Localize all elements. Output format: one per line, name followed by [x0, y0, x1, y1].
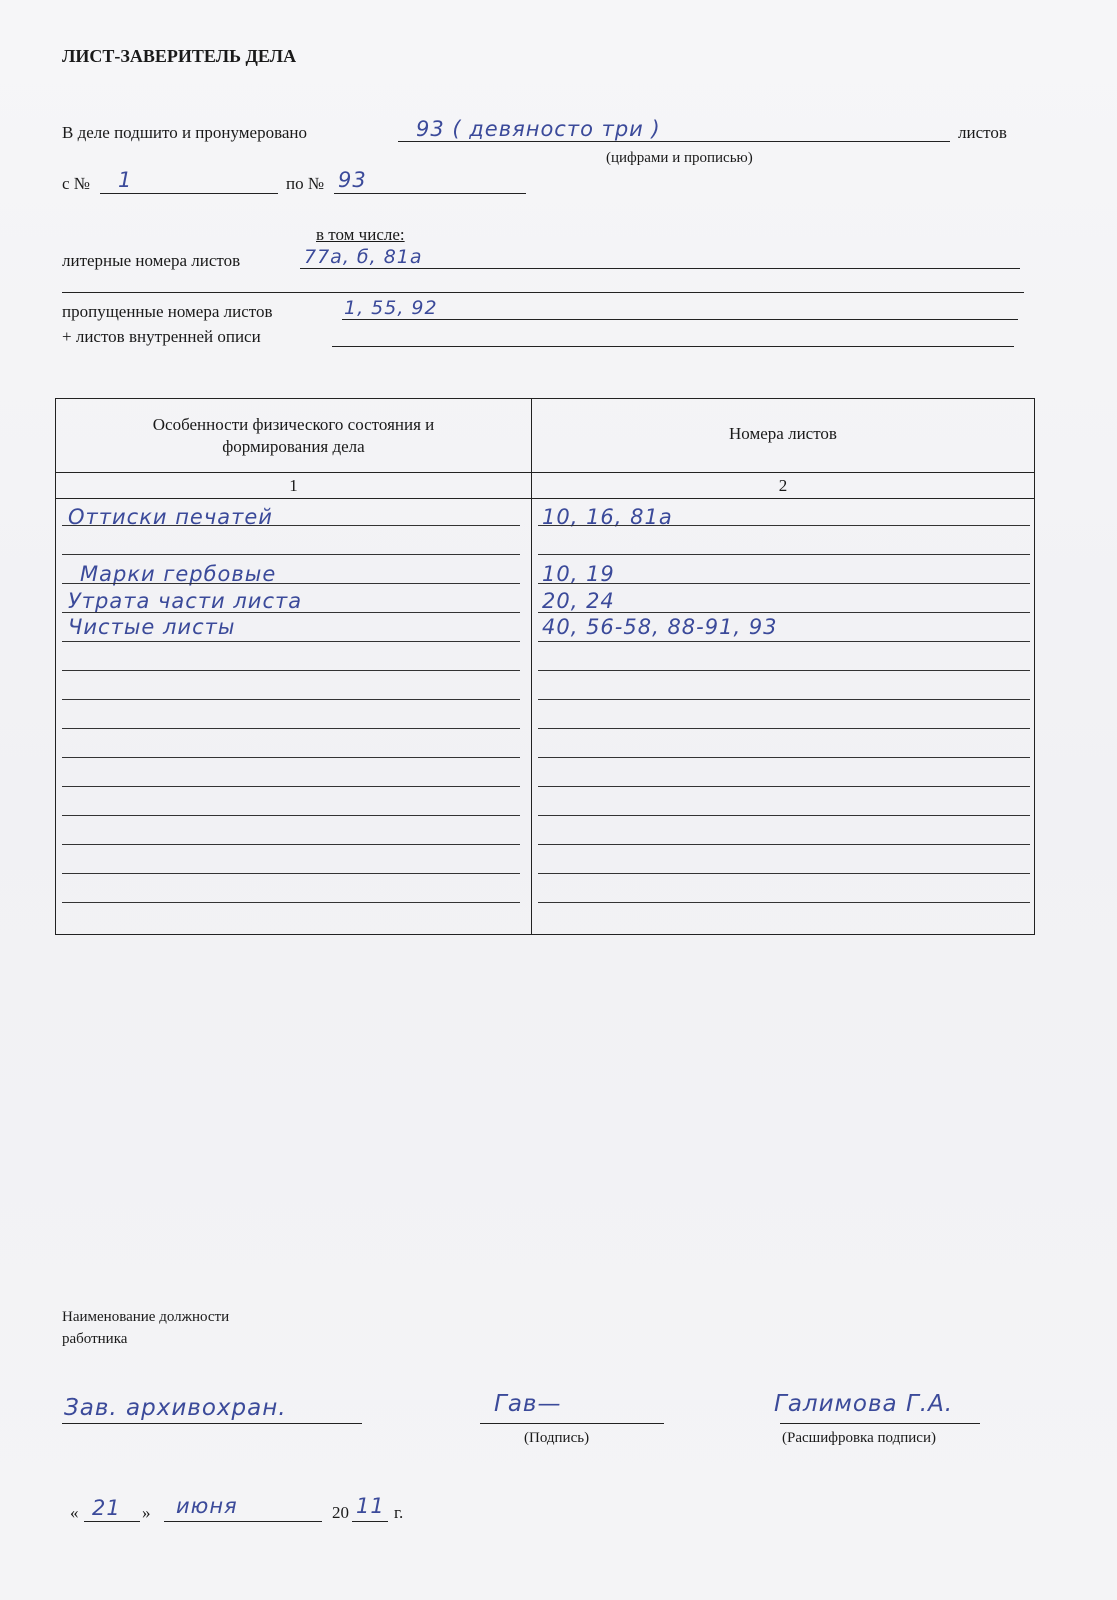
table-row [536, 615, 1026, 663]
missing-numbers-value: 1, 55, 92 [344, 297, 438, 319]
extra-underline [62, 292, 1024, 293]
rule-line-left [62, 583, 520, 584]
range-to-value: 93 [338, 168, 367, 192]
letter-numbers-value: 77а, б, 81а [304, 246, 423, 268]
rule-line-right [538, 728, 1030, 729]
rule-line-left [62, 786, 520, 787]
signature-value: Гав— [494, 1391, 562, 1417]
rule-line-left [62, 612, 520, 613]
range-from-label: с № [62, 174, 91, 193]
missing-numbers-underline [342, 319, 1018, 320]
intro-suffix: листов [958, 123, 1007, 142]
table-row [62, 615, 522, 663]
rule-line-right [538, 641, 1030, 642]
row-sheets: 10, 16, 81а [542, 505, 673, 529]
date-day: 21 [92, 1496, 121, 1520]
signature-label: (Подпись) [524, 1430, 590, 1446]
rule-line-right [538, 902, 1030, 903]
intro-prefix: В деле подшито и пронумеровано [62, 123, 308, 142]
position-underline [62, 1423, 362, 1424]
header-divider [56, 472, 1034, 473]
date-day-underline [84, 1521, 140, 1522]
table-row [536, 505, 1026, 553]
row-feature: Марки гербовые [80, 562, 277, 586]
rule-line-left [62, 902, 520, 903]
row-sheets: 40, 56-58, 88-91, 93 [542, 615, 778, 639]
row-sheets: 10, 19 [542, 562, 615, 586]
range-from-underline [100, 193, 278, 194]
internal-inventory-label: + листов внутренней описи [62, 327, 261, 346]
rule-line-right [538, 670, 1030, 671]
document-title: ЛИСТ-ЗАВЕРИТЕЛЬ ДЕЛА [62, 46, 297, 66]
table-header-sheets: Номера листов [729, 424, 837, 443]
decoding-value: Галимова Г.А. [774, 1391, 954, 1417]
date-open-quote: « [70, 1503, 79, 1522]
decoding-label: (Расшифровка подписи) [782, 1430, 936, 1446]
intro-underline [398, 141, 950, 142]
date-year-underline [352, 1521, 388, 1522]
rule-line-left [62, 728, 520, 729]
row-feature: Утрата части листа [68, 589, 303, 613]
date-year-prefix: 20 [332, 1503, 349, 1522]
rule-line-left [62, 815, 520, 816]
colnum-divider [56, 498, 1034, 499]
letter-numbers-label: литерные номера листов [62, 251, 241, 270]
condition-table [55, 398, 1035, 935]
rule-line-left [62, 873, 520, 874]
rule-line-right [538, 612, 1030, 613]
rule-line-right [538, 815, 1030, 816]
table-colnum-2: 2 [778, 476, 788, 495]
missing-numbers-label: пропущенные номера листов [62, 302, 273, 321]
rule-line-left [62, 757, 520, 758]
date-year-end: г. [394, 1503, 404, 1522]
position-value: Зав. архивохран. [64, 1395, 287, 1421]
table-header-features: Особенности физического состояния и формирования дела [152, 415, 435, 456]
row-feature: Оттиски печатей [68, 505, 273, 529]
date-month: июня [176, 1494, 238, 1518]
position-label: Наименование должности работника [62, 1309, 230, 1347]
range-to-underline [334, 193, 526, 194]
rule-line-right [538, 554, 1030, 555]
row-feature: Чистые листы [68, 615, 236, 639]
rule-line-right [538, 844, 1030, 845]
rule-line-right [538, 757, 1030, 758]
rule-line-right [538, 873, 1030, 874]
date-year-suffix: 11 [356, 1494, 385, 1518]
rule-line-left [62, 699, 520, 700]
rule-line-left [62, 554, 520, 555]
rule-line-left [62, 844, 520, 845]
range-from-value: 1 [118, 168, 133, 192]
date-close-quote: » [142, 1503, 151, 1522]
rule-line-right [538, 525, 1030, 526]
rule-line-left [62, 641, 520, 642]
rule-line-right [538, 699, 1030, 700]
including-label: в том числе: [316, 225, 405, 244]
table-colnum-1: 1 [289, 476, 298, 495]
decoding-underline [780, 1423, 980, 1424]
rule-line-left [62, 525, 520, 526]
row-sheets: 20, 24 [542, 589, 615, 613]
date-month-underline [164, 1521, 322, 1522]
rule-line-right [538, 786, 1030, 787]
range-to-label: по № [286, 174, 325, 193]
rule-line-left [62, 670, 520, 671]
intro-hint: (цифрами и прописью) [606, 150, 753, 166]
signature-underline [480, 1423, 664, 1424]
table-row [62, 505, 522, 553]
internal-inventory-underline [332, 346, 1014, 347]
intro-value: 93 ( девяносто три ) [416, 117, 661, 141]
rule-line-right [538, 583, 1030, 584]
